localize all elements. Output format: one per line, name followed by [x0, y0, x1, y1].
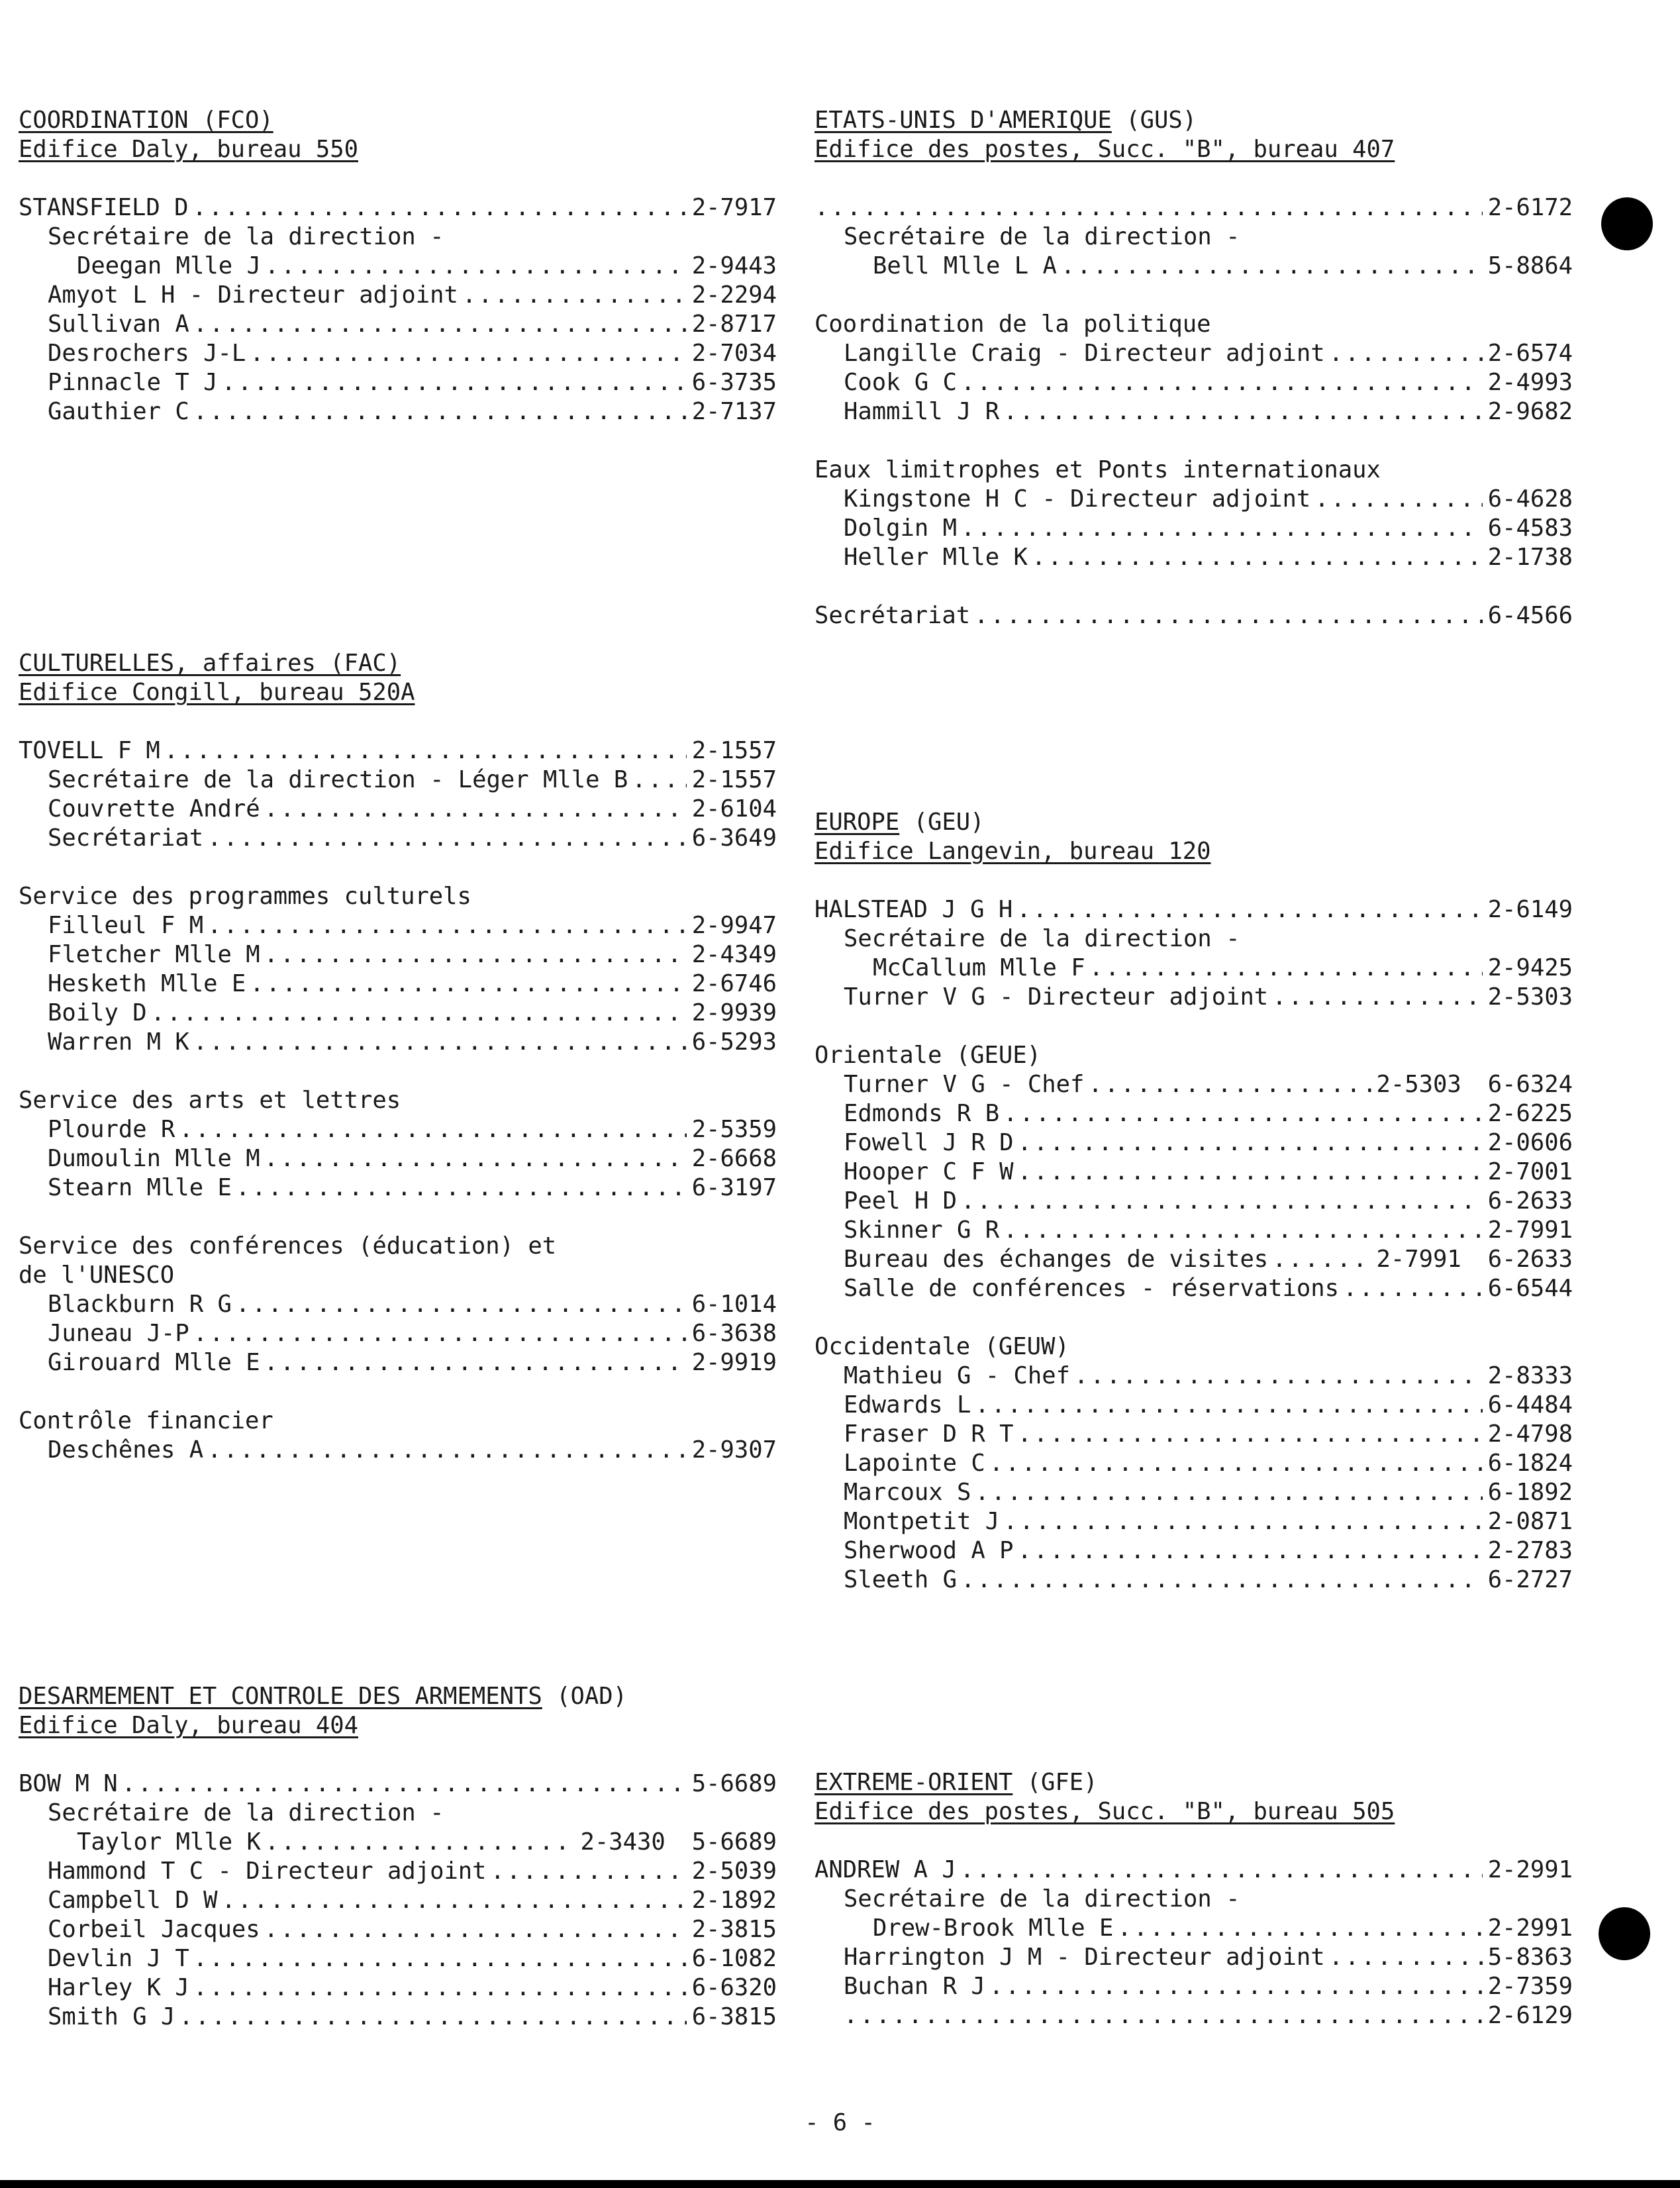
entry-name: Kingstone H C - Directeur adjoint [844, 485, 1311, 513]
directory-entry [19, 1319, 777, 1348]
entry-name: Sherwood A P [844, 1537, 1014, 1564]
entry-phone: 2-4798 [1487, 1420, 1573, 1448]
entry-phone: 2-2991 [1487, 1856, 1573, 1883]
entry-phone: 2-1892 [691, 1887, 777, 1914]
entry-name: Langille Craig - Directeur adjoint [844, 340, 1325, 367]
group-heading: Contrôle financier [19, 1407, 273, 1434]
directory-entry [815, 543, 1573, 572]
entry-name: Lapointe C [844, 1450, 985, 1477]
entry-name: Amyot L H - Directeur adjoint [48, 281, 458, 309]
directory-entry [19, 193, 777, 223]
entry-phone: 2-6129 [1487, 2002, 1573, 2029]
entry-phone: 2-9425 [1487, 954, 1573, 981]
section-title: DESARMEMENT ET CONTROLE DES ARMEMENTS [19, 1683, 542, 1710]
directory-entry [19, 1290, 777, 1319]
entry-name: Boily D [48, 999, 147, 1026]
entry-phone: 2-6746 [691, 970, 777, 997]
entry-phone: 2-7917 [691, 194, 777, 221]
entry-phone: 6-1892 [1487, 1479, 1573, 1506]
entry-name: Drew-Brook Mlle E [873, 1914, 1114, 1942]
entry-name: Peel H D [844, 1187, 957, 1215]
entry-phone: 6-2633 [1487, 1246, 1573, 1273]
entry-phone: 6-3649 [691, 824, 777, 852]
section-europe [815, 808, 1573, 1595]
entry-name: Secrétaire de la direction - Léger Mlle B [48, 766, 628, 793]
section-building: Edifice Langevin, bureau 120 [815, 838, 1211, 865]
entry-phone: 2-2991 [1487, 1914, 1573, 1942]
directory-entry [19, 223, 777, 252]
entry-name: Girouard Mlle E [48, 1349, 260, 1376]
entry-phone: 2-9939 [691, 999, 777, 1026]
entry-name: Warren M K [48, 1028, 189, 1056]
entry-name: Heller Mlle K [844, 544, 1028, 571]
entry-phone: 2-6149 [1487, 896, 1573, 923]
entry-name: Montpetit J [844, 1508, 1000, 1535]
directory-entry [815, 1128, 1573, 1158]
entry-phone: 6-3197 [691, 1174, 777, 1201]
entry-name: Edmonds R B [844, 1100, 1000, 1127]
entry-name: Bell Mlle L A [873, 252, 1057, 279]
directory-entry [19, 1115, 777, 1144]
directory-entry [19, 1436, 777, 1465]
entry-name: ANDREW A J [815, 1856, 956, 1883]
entry-name: Salle de conférences - réservations [844, 1275, 1340, 1302]
entry-name: Gauthier C [48, 398, 189, 425]
directory-entry [19, 1973, 777, 2003]
entry-name: Dolgin M [844, 515, 957, 542]
page-number: - 6 - [805, 2109, 875, 2136]
entry-phone: 2-1738 [1487, 544, 1573, 571]
directory-entry [815, 485, 1573, 514]
entry-phone: 2-7001 [1487, 1158, 1573, 1185]
entry-name: Secrétaire de la direction - [844, 223, 1240, 250]
entry-name: Fletcher Mlle M [48, 941, 260, 968]
entry-phone: 6-4583 [1487, 515, 1573, 542]
entry-phone: 2-1557 [691, 737, 777, 764]
entry-phone: 2-5039 [691, 1858, 777, 1885]
entry-phone: 2-0606 [1487, 1129, 1573, 1156]
entry-phone: 2-1557 [691, 766, 777, 793]
directory-entry [815, 1885, 1573, 1914]
entry-alt-phone: 2-5303 [1376, 1071, 1461, 1098]
directory-entry [815, 397, 1573, 426]
directory-entry [19, 911, 777, 940]
directory-entry [19, 1769, 777, 1799]
entry-alt-phone: 2-7991 [1376, 1246, 1461, 1273]
entry-phone: 6-5293 [691, 1028, 777, 1056]
directory-entry [19, 1028, 777, 1057]
directory-entry [815, 1158, 1573, 1187]
section-title: ETATS-UNIS D'AMERIQUE [815, 107, 1112, 134]
directory-entry [19, 2003, 777, 2032]
directory-entry [19, 1944, 777, 1973]
bottom-border [0, 2180, 1680, 2188]
entry-name: Skinner G R [844, 1217, 1000, 1244]
directory-entry [815, 1972, 1573, 2001]
directory-entry [19, 310, 777, 339]
directory-entry [19, 339, 777, 368]
group-heading: Service des conférences (éducation) et [19, 1232, 557, 1260]
section-title: COORDINATION (FCO) [19, 107, 273, 134]
entry-phone: 5-6689 [691, 1770, 777, 1797]
entry-phone: 5-8363 [1487, 1944, 1573, 1971]
entry-name: Secrétaire de la direction - [48, 1799, 444, 1826]
section-coordination [19, 106, 777, 426]
directory-entry [19, 970, 777, 999]
directory-entry [815, 1274, 1573, 1303]
entry-phone: 2-5359 [691, 1116, 777, 1143]
directory-entry [815, 1216, 1573, 1245]
directory-entry [815, 954, 1573, 983]
entry-phone: 6-1014 [691, 1291, 777, 1318]
entry-name: Sullivan A [48, 311, 189, 338]
entry-name: Secrétaire de la direction - [844, 1885, 1240, 1913]
directory-entry [815, 339, 1573, 368]
section-code: (OAD) [556, 1683, 628, 1710]
entry-alt-phone: 2-3430 [580, 1828, 666, 1856]
directory-entry [19, 999, 777, 1028]
directory-entry [19, 1828, 777, 1857]
entry-name: Secrétariat [815, 602, 971, 629]
entry-name: STANSFIELD D [19, 194, 189, 221]
directory-entry [815, 1507, 1573, 1536]
directory-entry [815, 1478, 1573, 1507]
directory-entry [815, 601, 1573, 630]
group-heading: Eaux limitrophes et Ponts internationaux [815, 456, 1381, 483]
entry-name: Hooper C F W [844, 1158, 1014, 1185]
directory-entry [815, 1391, 1573, 1420]
directory-entry [19, 795, 777, 824]
punch-hole-marker [1599, 1907, 1650, 1960]
directory-entry [815, 193, 1573, 223]
entry-name: Marcoux S [844, 1479, 971, 1506]
section-etats-unis [815, 106, 1573, 630]
entry-phone: 2-2783 [1487, 1537, 1573, 1564]
entry-name: HALSTEAD J G H [815, 896, 1013, 923]
directory-entry [815, 252, 1573, 281]
section-building: Edifice Daly, bureau 404 [19, 1712, 358, 1739]
group-heading: Orientale (GEUE) [815, 1042, 1041, 1069]
group-heading: de l'UNESCO [19, 1262, 175, 1289]
entry-name: Bureau des échanges de visites [844, 1246, 1269, 1273]
entry-phone: 2-7034 [691, 340, 777, 367]
section-building: Edifice Daly, bureau 550 [19, 136, 358, 163]
entry-name: Cook G C [844, 369, 957, 396]
entry-name: Buchan R J [844, 1973, 985, 2000]
entry-name: Turner V G - Directeur adjoint [844, 983, 1269, 1011]
directory-entry [815, 1943, 1573, 1972]
entry-phone: 5-6689 [691, 1828, 777, 1856]
entry-phone: 6-6320 [691, 1974, 777, 2001]
entry-phone: 6-2727 [1487, 1566, 1573, 1593]
entry-phone: 6-4566 [1487, 602, 1573, 629]
directory-entry [19, 1173, 777, 1203]
entry-name: Edwards L [844, 1391, 971, 1418]
group-heading: Service des programmes culturels [19, 883, 471, 910]
punch-hole-marker [1601, 197, 1653, 250]
entry-name: TOVELL F M [19, 737, 160, 764]
group-heading: Coordination de la politique [815, 311, 1211, 338]
entry-phone: 2-5303 [1487, 983, 1573, 1011]
entry-name: BOW M N [19, 1770, 118, 1797]
directory-entry [815, 895, 1573, 924]
directory-entry [815, 1914, 1573, 1943]
entry-phone: 6-3638 [691, 1320, 777, 1347]
entry-phone: 2-9307 [691, 1436, 777, 1464]
directory-entry [815, 1566, 1573, 1595]
entry-name: Filleul F M [48, 912, 204, 939]
directory-entry [19, 1886, 777, 1915]
directory-entry [815, 223, 1573, 252]
entry-phone: 2-4349 [691, 941, 777, 968]
directory-entry [19, 824, 777, 853]
entry-name: Sleeth G [844, 1566, 957, 1593]
section-building: Edifice des postes, Succ. "B", bureau 407 [815, 136, 1395, 163]
entry-phone: 2-6104 [691, 795, 777, 822]
entry-name: Blackburn R G [48, 1291, 232, 1318]
entry-phone: 2-6172 [1487, 194, 1573, 221]
directory-entry [815, 1070, 1573, 1099]
entry-name: Deschênes A [48, 1436, 204, 1464]
section-title: EXTREME-ORIENT [815, 1769, 1013, 1796]
directory-entry [19, 1799, 777, 1828]
entry-phone: 2-6225 [1487, 1100, 1573, 1127]
directory-entry [815, 368, 1573, 397]
directory-entry [815, 924, 1573, 954]
entry-name: Pinnacle T J [48, 369, 218, 396]
directory-entry [19, 281, 777, 310]
entry-phone: 6-3815 [691, 2003, 777, 2030]
directory-entry [19, 1915, 777, 1944]
directory-entry [19, 397, 777, 426]
entry-name: Fraser D R T [844, 1420, 1014, 1448]
entry-phone: 2-6574 [1487, 340, 1573, 367]
entry-phone: 5-8864 [1487, 252, 1573, 279]
entry-phone: 2-6668 [691, 1145, 777, 1172]
directory-entry [19, 940, 777, 970]
entry-name: Hammond T C - Directeur adjoint [48, 1858, 487, 1885]
entry-name: Stearn Mlle E [48, 1174, 232, 1201]
section-code: (GEU) [913, 809, 985, 836]
entry-phone: 6-6544 [1487, 1275, 1573, 1302]
entry-phone: 2-3815 [691, 1916, 777, 1943]
directory-entry [19, 1144, 777, 1173]
entry-name: Plourde R [48, 1116, 175, 1143]
directory-entry [815, 1187, 1573, 1216]
entry-phone: 2-9947 [691, 912, 777, 939]
entry-phone: 2-2294 [691, 281, 777, 309]
directory-entry [19, 1348, 777, 1377]
entry-name: Deegan Mlle J [77, 252, 261, 279]
entry-name: Smith G J [48, 2003, 175, 2030]
directory-entry [19, 252, 777, 281]
directory-entry [815, 1099, 1573, 1128]
section-code: (GUS) [1126, 107, 1197, 134]
directory-entry [19, 766, 777, 795]
entry-phone: 2-9682 [1487, 398, 1573, 425]
section-desarmement [19, 1682, 777, 2032]
entry-name: Harley K J [48, 1974, 189, 2001]
section-building: Edifice Congill, bureau 520A [19, 679, 415, 706]
entry-name: Hammill J R [844, 398, 1000, 425]
entry-name: Secrétaire de la direction - [48, 223, 444, 250]
entry-name: Desrochers J-L [48, 340, 246, 367]
entry-name: Taylor Mlle K [77, 1828, 261, 1856]
entry-name: Turner V G - Chef [844, 1071, 1085, 1098]
section-building: Edifice des postes, Succ. "B", bureau 505 [815, 1798, 1395, 1825]
entry-name: Devlin J T [48, 1945, 189, 1972]
section-code: (GFE) [1026, 1769, 1098, 1796]
entry-name: Secrétariat [48, 824, 204, 852]
directory-entry [815, 2001, 1573, 2030]
entry-name: Couvrette André [48, 795, 260, 822]
entry-phone: 2-0871 [1487, 1508, 1573, 1535]
entry-phone: 2-8717 [691, 311, 777, 338]
entry-phone: 6-3735 [691, 369, 777, 396]
entry-phone: 2-4993 [1487, 369, 1573, 396]
section-title: EUROPE [815, 809, 900, 836]
entry-phone: 6-2633 [1487, 1187, 1573, 1215]
entry-name: Campbell D W [48, 1887, 218, 1914]
entry-phone: 6-6324 [1487, 1071, 1573, 1098]
directory-entry [19, 368, 777, 397]
entry-name: Mathieu G - Chef [844, 1362, 1070, 1389]
entry-phone: 2-8333 [1487, 1362, 1573, 1389]
entry-name: Hesketh Mlle E [48, 970, 246, 997]
group-heading: Service des arts et lettres [19, 1087, 401, 1114]
entry-name: Fowell J R D [844, 1129, 1014, 1156]
entry-phone: 2-7359 [1487, 1973, 1573, 2000]
directory-entry [815, 983, 1573, 1012]
section-culturelles [19, 649, 777, 1465]
entry-phone: 6-4628 [1487, 485, 1573, 513]
directory-entry [815, 1420, 1573, 1449]
section-title: CULTURELLES, affaires (FAC) [19, 650, 401, 677]
entry-name: McCallum Mlle F [873, 954, 1085, 981]
directory-entry [815, 1245, 1573, 1274]
directory-entry [19, 1857, 777, 1886]
entry-phone: 2-9443 [691, 252, 777, 279]
entry-phone: 2-9919 [691, 1349, 777, 1376]
entry-name: Juneau J-P [48, 1320, 189, 1347]
directory-entry [815, 1536, 1573, 1566]
entry-phone: 6-1082 [691, 1945, 777, 1972]
entry-phone: 2-7137 [691, 398, 777, 425]
directory-entry [19, 736, 777, 766]
entry-name: Secrétaire de la direction - [844, 925, 1240, 952]
group-heading: Occidentale (GEUW) [815, 1333, 1069, 1360]
directory-entry [815, 514, 1573, 543]
entry-phone: 6-4484 [1487, 1391, 1573, 1418]
entry-name: Corbeil Jacques [48, 1916, 260, 1943]
section-extreme-orient [815, 1768, 1573, 2030]
directory-entry [815, 1856, 1573, 1885]
directory-entry [815, 1362, 1573, 1391]
entry-phone: 2-7991 [1487, 1217, 1573, 1244]
directory-entry [815, 1449, 1573, 1478]
entry-phone: 6-1824 [1487, 1450, 1573, 1477]
entry-name: Dumoulin Mlle M [48, 1145, 260, 1172]
entry-name: Harrington J M - Directeur adjoint [844, 1944, 1325, 1971]
